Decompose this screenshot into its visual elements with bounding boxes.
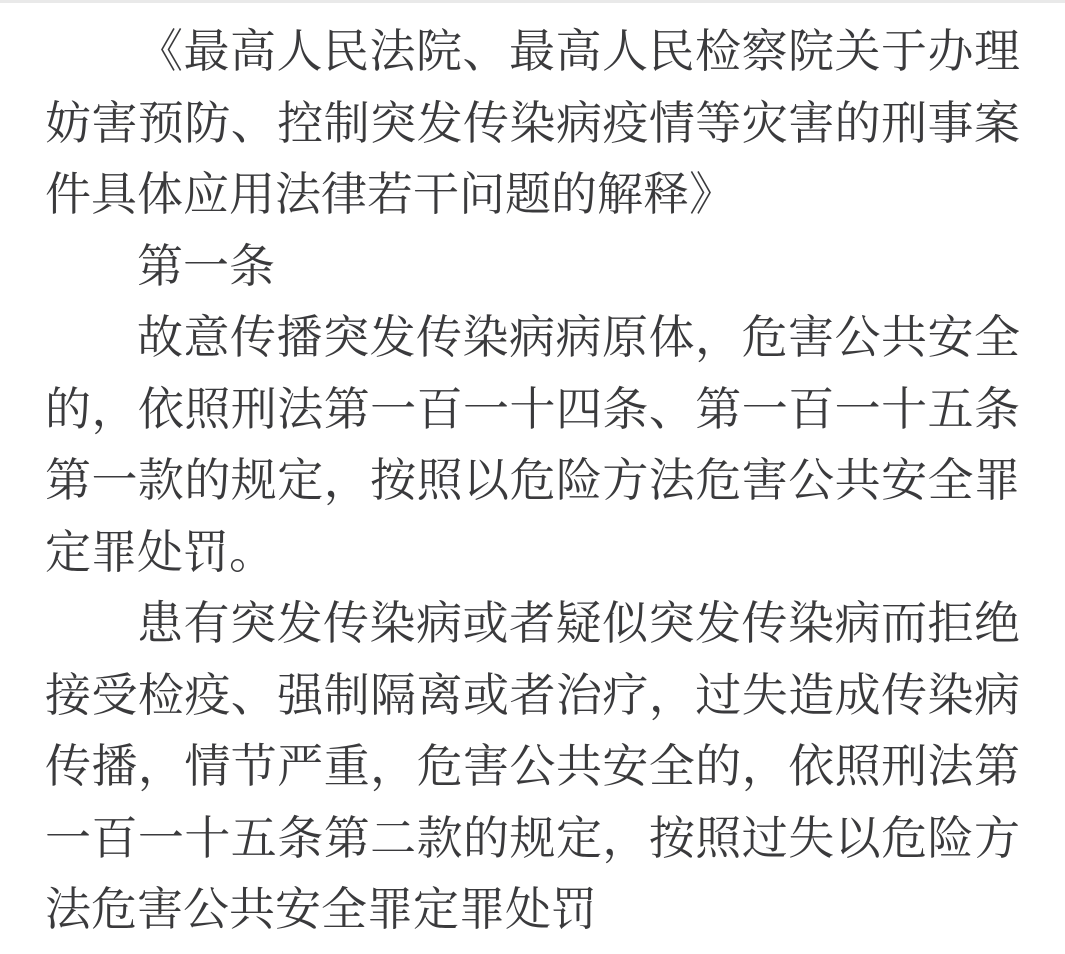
article-clause-1: 故意传播突发传染病病原体，危害公共安全的，依照刑法第一百一十四条、第一百一十五条第一款的规定，按照以危险方法危害公共安全罪定罪处罚。 xyxy=(45,311,1020,578)
document-body xyxy=(0,3,1065,946)
article-clause-2: 患有突发传染病或者疑似突发传染病而拒绝接受检疫、强制隔离或者治疗，过失造成传染病传播，情节严重，危害公共安全的，依照刑法第一百一十五条第二款的规定，按照过失以危险方法危害公共安全罪定罪处罚 xyxy=(45,597,1020,935)
article-number: 第一条 xyxy=(137,239,275,292)
document-title: 《最高人民法院、最高人民检察院关于办理妨害预防、控制突发传染病疫情等灾害的刑事案件具体应用法律若干问题的解释》 xyxy=(45,25,1020,220)
